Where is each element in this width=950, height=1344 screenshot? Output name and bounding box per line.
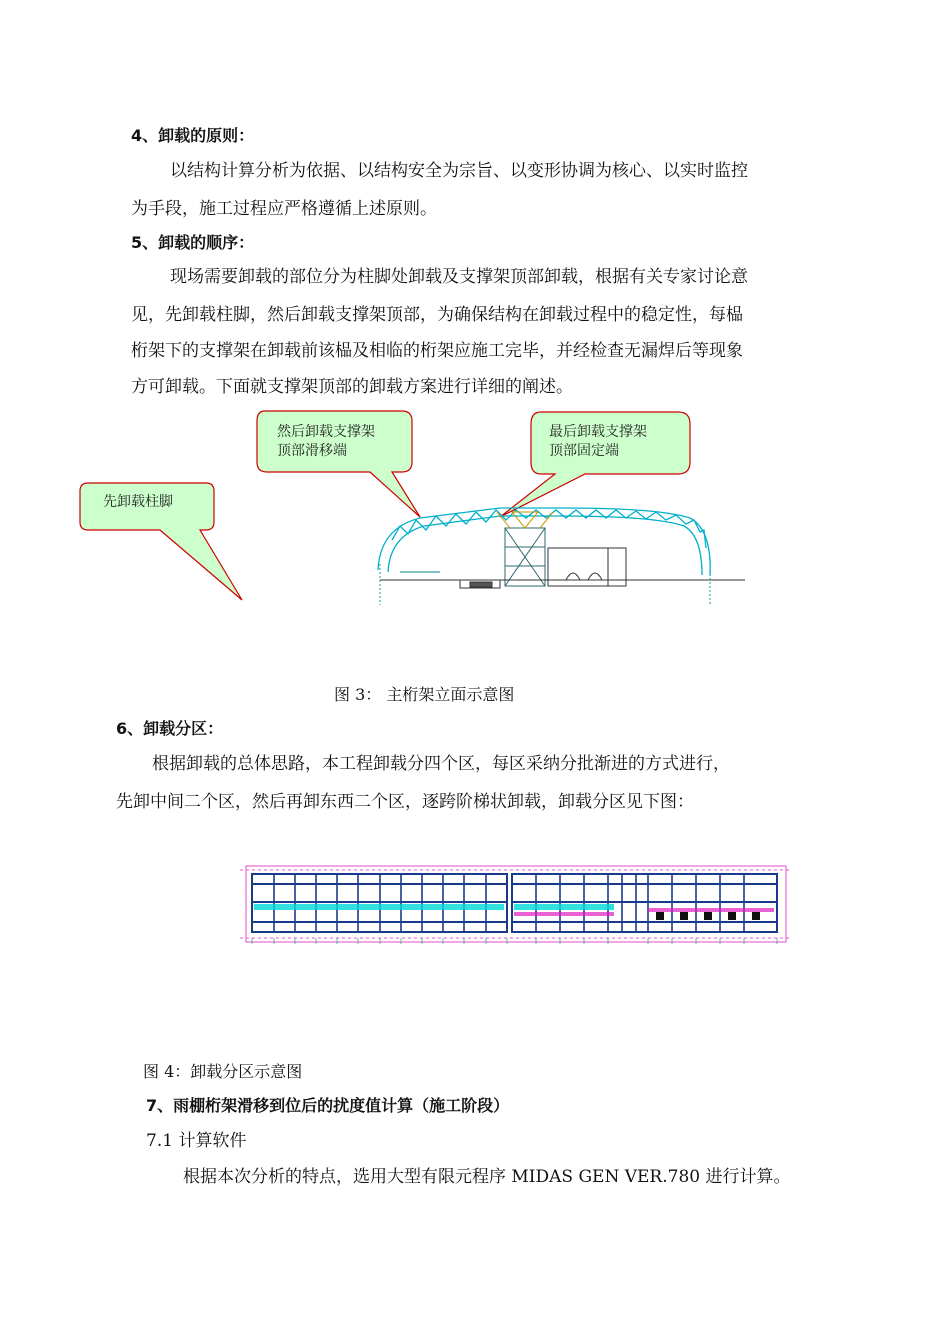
figure4-caption: 图 4：卸载分区示意图 bbox=[143, 1062, 303, 1081]
ground-structures bbox=[380, 548, 745, 605]
section7-1-heading: 7.1 计算软件 bbox=[146, 1131, 247, 1151]
section6-para-line2: 先卸中间二个区，然后再卸东西二个区，逐跨阶梯状卸载，卸载分区见下图： bbox=[116, 792, 694, 812]
figure4-plan bbox=[240, 860, 800, 950]
callout-left-text: 先卸载柱脚 bbox=[103, 494, 173, 510]
section5-para-line3: 桁架下的支撑架在卸载前该榀及相临的桁架应施工完毕，并经检查无漏焊后等现象 bbox=[131, 341, 743, 361]
callout-middle-line1: 然后卸载支撑架 bbox=[277, 424, 375, 440]
figure3-caption: 图 3： 主桁架立面示意图 bbox=[334, 685, 515, 704]
section5-para-line2: 见，先卸载柱脚，然后卸载支撑架顶部，为确保结构在卸载过程中的稳定性，每榀 bbox=[131, 305, 743, 325]
callout-right-line2: 顶部固定端 bbox=[549, 443, 619, 459]
section4-para-line2: 为手段，施工过程应严格遵循上述原则。 bbox=[131, 199, 437, 219]
section6-para-line1: 根据卸载的总体思路，本工程卸载分四个区，每区采纳分批渐进的方式进行， bbox=[152, 754, 730, 774]
section5-para-line4: 方可卸载。下面就支撑架顶部的卸载方案进行详细的阐述。 bbox=[131, 377, 573, 397]
callout-middle-line2: 顶部滑移端 bbox=[277, 443, 347, 459]
section5-para-line1: 现场需要卸载的部位分为柱脚处卸载及支撑架顶部卸载，根据有关专家讨论意 bbox=[170, 267, 748, 287]
section7-para: 根据本次分析的特点，选用大型有限元程序 MIDAS GEN VER.780 进行计算。 bbox=[183, 1167, 791, 1187]
section5-heading: 5、卸载的顺序： bbox=[131, 233, 255, 252]
section6-heading: 6、卸载分区： bbox=[116, 719, 224, 738]
section4-heading: 4、卸载的原则： bbox=[131, 126, 255, 145]
section4-para-line1: 以结构计算分析为依据、以结构安全为宗旨、以变形协调为核心、以实时监控 bbox=[170, 161, 748, 181]
support-tower bbox=[497, 512, 553, 586]
callout-right-line1: 最后卸载支撑架 bbox=[549, 424, 647, 440]
main-truss bbox=[378, 508, 710, 575]
section7-heading: 7、雨棚桁架滑移到位后的扰度值计算（施工阶段） bbox=[146, 1096, 510, 1115]
